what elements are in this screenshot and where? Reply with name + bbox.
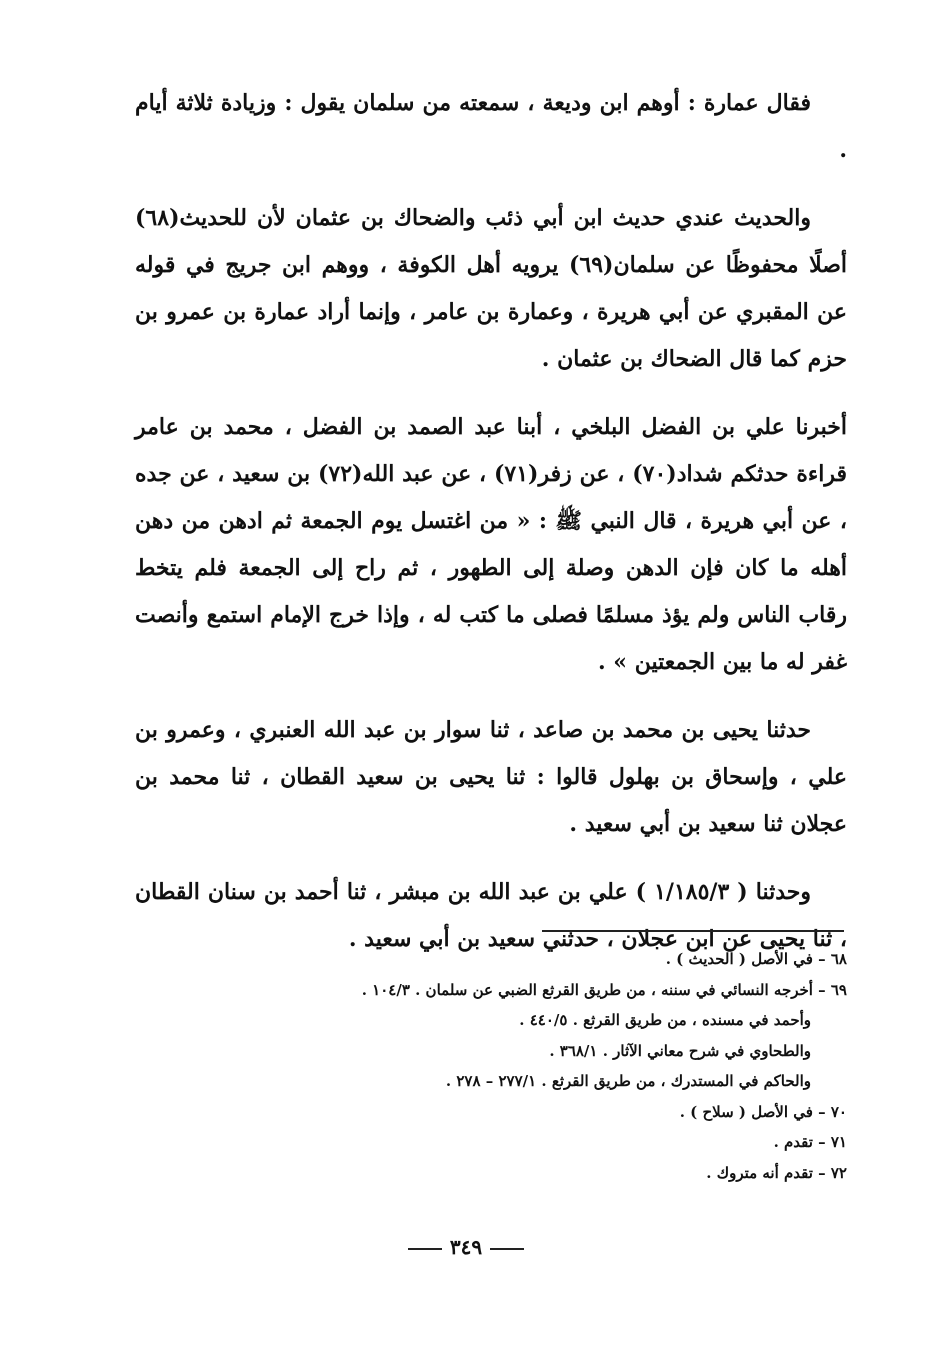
page-number-dash <box>490 1248 524 1250</box>
footnote-69-ahmad: وأحمد في مسنده ، من طريق القرثع . ٤٤٠/٥ . <box>519 1011 811 1029</box>
footnote-69-tahawi: والطحاوي في شرح معاني الآثار . ٣٦٨/١ . <box>549 1041 811 1060</box>
page-number <box>0 1232 932 1262</box>
footnote-divider <box>542 930 844 932</box>
footnote-72: ٧٢ – تقدم أنه متروك . <box>706 1163 847 1182</box>
footnote-68: ٦٨ – في الأصل ( الحديث ) . <box>665 950 847 968</box>
footnote-69-hakim: والحاكم في المستدرك ، من طريق القرثع . ٢٧٧/١ – ٢٧٨ . <box>445 1072 811 1090</box>
paragraph-1: فقال عمارة : أوهم ابن وديعة ، سمعته من سلمان يقول : وزيادة ثلاثة أيام . <box>135 90 847 163</box>
page-number-value: ٣٤٩ <box>449 1235 483 1259</box>
page-number-dash <box>408 1248 442 1250</box>
footnote-69: ٦٩ – أخرجه النسائي في سننه ، من طريق القرثع الضبي عن سلمان . ١٠٤/٣ . <box>361 980 847 999</box>
footnote-71: ٧١ – تقدم . <box>773 1133 847 1151</box>
paragraph-4: حدثنا يحيى بن محمد بن صاعد ، ثنا سوار بن عبد الله العنبري ، وعمرو بن علي ، وإسحاق بن بهلول قالوا : ثنا يحيى بن سعيد القطان ، ثنا محمد بن عجلان ثنا سعيد بن أبي سعيد . <box>135 717 847 837</box>
footnotes <box>150 944 847 1188</box>
paragraph-2: والحديث عندي حديث ابن أبي ذئب والضحاك بن عثمان لأن للحديث(٦٨) أصلًا محفوظًا عن سلمان(٦٩) يرويه أهل الكوفة ، ووهم ابن جريج في قوله عن المقبري عن أبي هريرة ، وعمارة بن عامر ، وإنما أراد عمارة بن عمرو بن حزم كما قال الضحاك بن عثمان . <box>135 205 847 372</box>
paragraph-3: أخبرنا علي بن الفضل البلخي ، أبنا عبد الصمد بن الفضل ، محمد بن عامر قراءة حدثكم شداد(٧٠) ، عن زفر(٧١) ، عن عبد الله(٧٢) بن سعيد ، عن جده ، عن أبي هريرة ، قال النبي ﷺ : « من اغتسل يوم الجمعة ثم ادهن من دهن أهله ما كان فإن الدهن وصلة إلى الطهور ، ثم راح إلى الجمعة فلم يتخط رقاب الناس ولم يؤذ مسلمًا فصلى ما كتب له ، وإذا خرج الإمام استمع وأنصت غفر له ما بين الجمعتين » . <box>135 414 847 675</box>
footnote-70: ٧٠ – في الأصل ( سلاح ) . <box>679 1102 847 1121</box>
paragraph-5: وحدثنا ( ١/١٨٥/٣ ) علي بن عبد الله بن مبشر ، ثنا أحمد بن سنان القطان ، ثنا يحيى عن ابن عجلان ، حدثني سعيد بن أبي سعيد . <box>135 879 847 952</box>
main-text <box>135 80 847 963</box>
